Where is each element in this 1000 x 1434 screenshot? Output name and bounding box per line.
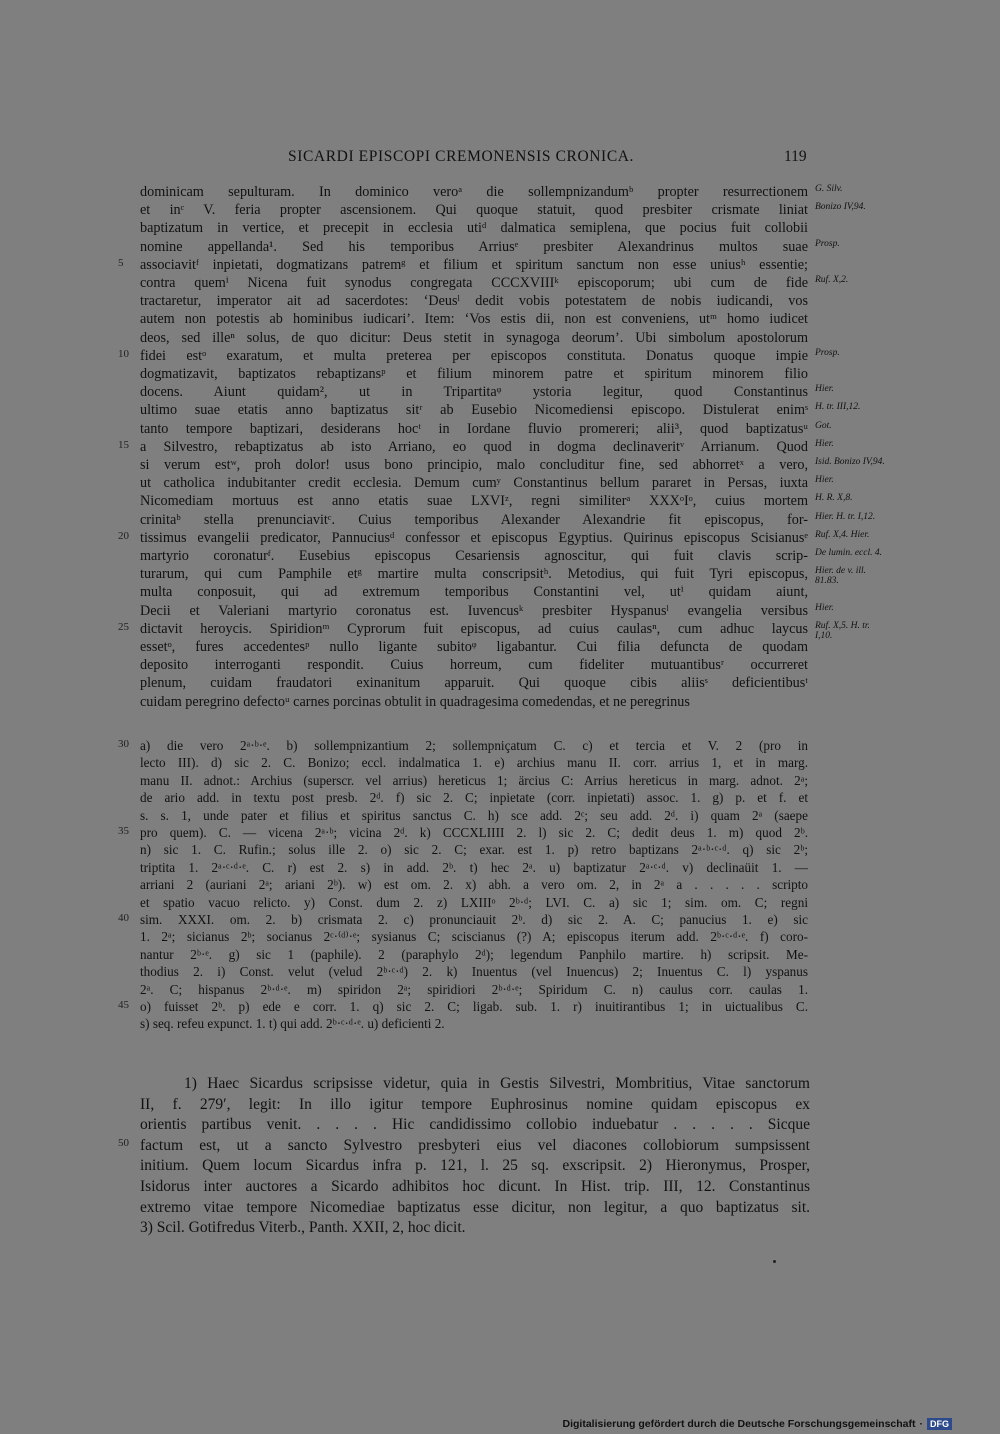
text-line: 1. 2ᵃ; sicianus 2ᵇ; socianus 2ᶜ·⁽ᵈ⁾·ᵉ; sysianus C; sciscianus (?) A; episcopus iterum add. 2ᵇ·ᶜ·ᵈ·ᵉ. f) coro- <box>140 929 808 945</box>
text-line: tanto tempore baptizari, desiderans hocᵗ in Iordane fluvio promereri; alii³, quod baptizatusᵘ <box>140 420 808 437</box>
main_text-line <box>0 184 1000 202</box>
apparatus-line <box>0 860 1000 877</box>
main_text-line <box>0 421 1000 439</box>
apparatus-line <box>0 912 1000 929</box>
line-number: 20 <box>118 529 129 542</box>
text-line: turarum, qui cum Pamphile etᵍ martire multa conscripsitʰ. Metodius, qui fuit Tyri episcopus, <box>140 566 808 583</box>
marginal-note: Ruf. X,5. H. tr. I,10. <box>815 620 870 641</box>
text-line: 3) Scil. Gotifredus Viterb., Panth. XXII, 2, hoc dicit. <box>140 1219 466 1237</box>
text-line: deposito interroganti respondit. Cuius horreum, cum fideliter mutuantibusʳ occurreret <box>140 657 808 674</box>
footnotes-line <box>0 1075 1000 1096</box>
text-line: tissimus evangelii predicator, Pannuciusᵈ confessor et episcopus Egyptius. Quirinus episcopus Scisianusᵉ <box>140 529 808 546</box>
main_text-line <box>0 439 1000 457</box>
marginal-note: Ruf. X,4. Hier. <box>815 529 870 540</box>
apparatus-line <box>0 790 1000 807</box>
text-line: orientis partibus venit. . . . . Hic candidissimo collobio induebatur . . . . . Sicque <box>140 1116 810 1134</box>
text-line: tractaretur, imperator ait ad sacerdotes: ‘Deusˡ dedit vobis potestatem de nobis iudicandi, vos <box>140 293 808 310</box>
footnotes-line <box>0 1199 1000 1220</box>
text-line: multa conposuit, qui ad extremum temporibus Constantini vel, utⁱ quidam aiunt, <box>140 584 808 601</box>
main_text-line <box>0 384 1000 402</box>
footnotes-line <box>0 1157 1000 1178</box>
text-line: baptizatum in vertice, et precepit in ecclesia utiᵈ dalmatica semiplena, que pocius fuit collobii <box>140 220 808 237</box>
marginal-note: H. tr. III,12. <box>815 402 861 413</box>
text-line: et spatio vacuo relicto. y) Const. dum 2. z) LXIIIᵒ 2ᵇ·ᵈ; LVI. C. a) sic 1; sim. om. C; regni <box>140 894 808 910</box>
main_text-line <box>0 348 1000 366</box>
main_text-line <box>0 275 1000 293</box>
text-line: o) fuisset 2ᵇ. p) ede e corr. 1. q) sic 2. C; ligab. sub. 1. r) inuitirantibus 1; in uictualibus C. <box>140 999 808 1014</box>
main_text-line <box>0 584 1000 602</box>
line-number: 25 <box>118 620 129 633</box>
marginal-note: G. Silv. <box>815 184 843 194</box>
marginal-note: H. R. X,8. <box>815 493 853 504</box>
apparatus-line <box>0 982 1000 999</box>
marginal-note: Ruf. X,2. <box>815 275 849 285</box>
footnotes-line <box>0 1178 1000 1199</box>
text-line: ut catholica indubitanter credit ecclesia. Demum cumʸ Constantinus bellum pararet in Persas, iuxta <box>140 475 808 492</box>
line-number: 35 <box>118 825 129 837</box>
text-line: 1) Haec Sicardus scripsisse videtur, quia in Gestis Silvestri, Mombritius, Vitae sanctorum <box>184 1075 810 1092</box>
apparatus-line <box>0 1016 1000 1033</box>
text-line: sim. XXXI. om. 2. b) crismata 2. c) pronunciauit 2ᵇ. d) sic 2. A. C; panucius 1. e) sic <box>140 912 808 927</box>
apparatus-line <box>0 964 1000 981</box>
text-line: cuidam peregrino defectoᵘ carnes porcinas obtulit in quadragesima comedendas, et ne peregrinus <box>140 693 690 710</box>
main_text-line <box>0 639 1000 657</box>
text-line: de ario add. in textu post presb. 2ᵈ. f) sic 2. C; inpietate (corr. inpietati) assoc. 1. g) p. et f. et <box>140 790 808 806</box>
main_text-line <box>0 366 1000 384</box>
text-line: autem non potestis ab hominibus iudicari’. Item: ‘Vos estis dii, non est conveniens, utᵐ homo iudicet <box>140 311 808 328</box>
marginal-note: Got. <box>815 420 832 431</box>
text-line: manu II. adnot.: Archius (superscr. vel arrius) hereticus 1; ärcius C: Arrius hereticus in marg. adnot. 2ᵃ; <box>140 772 808 788</box>
text-line: nomine appellanda¹. Sed his temporibus Arriusᵉ presbiter Alexandrinus multos suae <box>140 238 808 255</box>
main_text-line <box>0 257 1000 275</box>
footnotes-line <box>0 1096 1000 1117</box>
credit-text: Digitalisierung gefördert durch die Deutsche Forschungsgemeinschaft <box>562 1418 916 1430</box>
text-line: Nicomediam mortuus est anno etatis suae LXVIᶻ, regni similiterᵃ XXXᵒIᵒ, cuius mortem <box>140 493 808 510</box>
marginal-note: Hier. H. tr. I,12. <box>815 511 876 522</box>
marginal-note: Prosp. <box>815 238 840 249</box>
text-line: arriani 2 (auriani 2ᵃ; ariani 2ᵇ). w) est om. 2. x) abh. a vero om. 2, in 2ᵃ a . . . . . scripto <box>140 877 808 893</box>
text-line: 2ᵃ. C; hispanus 2ᵇ·ᵈ·ᵉ. m) spiridon 2ᵃ; spiridiori 2ᵇ·ᵈ·ᵉ; Spiridum C. n) caulus corr. caulas 1. <box>140 981 808 997</box>
line-number: 50 <box>118 1136 129 1149</box>
text-line: essetᵒ, fures accedentesᵖ nullo ligante subitoᵠ ligabantur. Cui filia defuncta de quodam <box>140 639 808 655</box>
footnotes-line <box>0 1116 1000 1137</box>
line-number: 15 <box>118 438 129 451</box>
text-line: n) sic 1. C. Rufin.; solus ille 2. o) sic 2. C; exar. est 1. p) retro baptizans 2ᵃ·ᵇ·ᶜ·ᵈ. q) sic 2ᵇ; <box>140 842 808 858</box>
text-line: dictavit heroycis. Spiridionᵐ Cyprorum fuit episcopus, ad cuius caulasⁿ, cum adhuc laycus <box>140 620 808 637</box>
main_text-line <box>0 239 1000 257</box>
text-line: a Silvestro, rebaptizatus ab isto Arriano, eo quod in dogma declinaveritᵛ Arrianum. Quod <box>140 438 808 455</box>
main_text-line <box>0 311 1000 329</box>
main_text-line <box>0 293 1000 311</box>
marginal-note: De lumin. eccl. 4. <box>815 548 883 558</box>
main_text-line <box>0 657 1000 675</box>
marginal-note: Hier. <box>815 384 834 395</box>
marginal-note: Hier. <box>815 438 834 449</box>
text-line: extremo vitae tempore Nicomediae baptizatus esse dicitur, non legitur, a quo baptizatus sit. <box>140 1198 810 1216</box>
line-number: 40 <box>118 912 129 924</box>
main_text-line <box>0 402 1000 420</box>
apparatus-line <box>0 773 1000 790</box>
apparatus-line <box>0 755 1000 772</box>
main_text-line <box>0 457 1000 475</box>
text-line: dominicam sepulturam. In dominico veroᵃ die sollempnizandumᵇ propter resurrectionem <box>140 184 808 200</box>
text-line: Decii et Valeriani martyrio coronatus est. Iuvencusᵏ presbiter Hyspanusˡ evangelia versibus <box>140 602 808 619</box>
marginal-note: Hier. <box>815 475 834 486</box>
main_text-line <box>0 330 1000 348</box>
text-line: factum est, ut a sancto Sylvestro presbyteri eius vel diacones collobiorum sumpsissent <box>140 1136 810 1154</box>
apparatus-line <box>0 947 1000 964</box>
apparatus-line <box>0 877 1000 894</box>
text-line: II, f. 279′, legit: In illo igitur tempore Euphrosinus nomine quidam episcopus ex <box>140 1095 810 1113</box>
main_text-line <box>0 694 1000 712</box>
main_text-line <box>0 603 1000 621</box>
apparatus-line <box>0 999 1000 1016</box>
text-line: a) die vero 2ᵃ·ᵇ·ᵉ. b) sollempnizantium 2; sollempniçatum C. c) et tercia et V. 2 (pro in <box>140 738 808 753</box>
text-line: si verum estʷ, proh dolor! usus bono principio, malo concluditur fine, sed abhorretˣ a vero, <box>140 457 808 473</box>
text-line: pro quem). C. — vicena 2ᵃ·ᵇ; vicina 2ᵈ. k) CCCXLIIII 2. l) sic 2. C; dedit deus 1. m) quod 2ᵇ. <box>140 825 808 840</box>
text-line: plenum, cuidam fraudatori exinanitum apparuit. Qui quoque cibis aliisˢ deficientibusᵗ <box>140 675 808 692</box>
text-line: deos, sed illeⁿ solus, de quo dicitur: Deus stetit in synagoga deorum’. Ubi simbolum apostolorum <box>140 329 808 346</box>
text-line: et inᶜ V. feria propter ascensionem. Qui quoque statuit, quod presbiter crismate liniat <box>140 202 808 219</box>
apparatus-line <box>0 842 1000 859</box>
text-line: s. s. 1, unde pater et filius et spiritus sanctus C. h) sce add. 2ᶜ; seu add. 2ᵈ. i) quam 2ᵃ (saepe <box>140 807 808 823</box>
apparatus-line <box>0 929 1000 946</box>
text-line: martyrio coronaturᶠ. Eusebius episcopus Cesariensis agnoscitur, qui fuit clavis scrip- <box>140 548 808 564</box>
footnotes-line <box>0 1137 1000 1158</box>
text-line: lecto III). d) sic 2. C. Bonizo; eccl. indalmatica 1. e) archius manu II. corr. arrius 1, et in marg. <box>140 755 808 771</box>
text-line: dogmatizavit, baptizatos rebaptizansᵖ et filium minorem patre et spiritum minorem filio <box>140 366 808 382</box>
apparatus-line <box>0 825 1000 842</box>
ink-dot <box>773 1260 776 1263</box>
apparatus-line <box>0 738 1000 755</box>
text-line: contra quemⁱ Nicena fuit synodus congregata CCCXVIIIᵏ episcoporum; ubi cum de fide <box>140 275 808 291</box>
text-line: s) seq. refeu expunct. 1. t) qui add. 2ᵇ·ᶜ·ᵈ·ᵉ. u) deficienti 2. <box>140 1016 445 1032</box>
marginal-note: Hier. de v. ill. 81.83. <box>815 566 867 587</box>
main_text-line <box>0 548 1000 566</box>
marginal-note: Prosp. <box>815 347 840 358</box>
apparatus-line <box>0 895 1000 912</box>
text-line: triptita 1. 2ᵃ·ᶜ·ᵈ·ᵉ. C. r) est 2. s) in add. 2ᵇ. t) hec 2ᵃ. u) baptizatur 2ᵃ·ᶜ·ᵈ. v) declinaüit 1. — <box>140 859 808 875</box>
page-number: 119 <box>784 148 807 165</box>
text-line: associavitᶠ inpietati, dogmatizans patremᵍ et filium et spiritum sanctum non esse uniusʰ essentie; <box>140 256 808 273</box>
digitization-credit: Digitalisierung gefördert durch die Deutsche Forschungsgemeinschaft · DFG <box>563 1418 952 1430</box>
main_text-line <box>0 621 1000 639</box>
main_text-line <box>0 475 1000 493</box>
line-number: 30 <box>118 738 129 750</box>
main_text-line <box>0 220 1000 238</box>
footnotes-line <box>0 1219 1000 1240</box>
text-line: nantur 2ᵇ·ᵉ. g) sic 1 (paphile). 2 (paraphylo 2ᵈ); legendum Panphilo martire. h) scripsit. Me- <box>140 946 808 962</box>
line-number: 5 <box>118 256 124 269</box>
marginal-note: Isid. Bonizo IV,94. <box>815 457 885 467</box>
text-line: Isidorus inter auctores a Sicardo adhibitos hoc dicunt. In Hist. trip. III, 12. Constantinus <box>140 1178 810 1195</box>
page-header <box>0 148 1000 170</box>
line-number: 10 <box>118 347 129 360</box>
apparatus-line <box>0 808 1000 825</box>
text-line: fidei estᵒ exaratum, et multa preterea per episcopos constituta. Donatus quoque impie <box>140 347 808 364</box>
main_text-line <box>0 566 1000 587</box>
text-line: initium. Quem locum Sicardus infra p. 121, l. 25 sq. exscripsit. 2) Hieronymus, Prosper, <box>140 1157 810 1175</box>
main_text-line <box>0 512 1000 530</box>
main_text-line <box>0 530 1000 548</box>
main_text-line <box>0 493 1000 511</box>
text-line: crinitaᵇ stella prenunciavitᶜ. Cuius temporibus Alexander Alexandrie fit episcopus, for- <box>140 511 808 528</box>
dfg-logo: DFG <box>927 1418 952 1430</box>
marginal-note: Hier. <box>815 602 834 613</box>
text-line: docens. Aiunt quidam², ut in Tripartitaᵠ ystoria legitur, quod Constantinus <box>140 384 808 401</box>
marginal-note: Bonizo IV,94. <box>815 202 866 213</box>
main_text-line <box>0 202 1000 220</box>
main_text-line <box>0 675 1000 693</box>
line-number: 45 <box>118 999 129 1011</box>
running-title: SICARDI EPISCOPI CREMONENSIS CRONICA. <box>288 148 635 165</box>
text-line: ultimo suae etatis anno baptizatus sitʳ ab Eusebio Nicomediensi episcopo. Distulerat enimˢ <box>140 402 808 419</box>
text-line: thodius 2. i) Const. velut (velud 2ᵇ·ᶜ·ᵈ) 2. k) Inuentus (vel Inuencus) 2; Inuentus C. l) yspanus <box>140 964 808 980</box>
